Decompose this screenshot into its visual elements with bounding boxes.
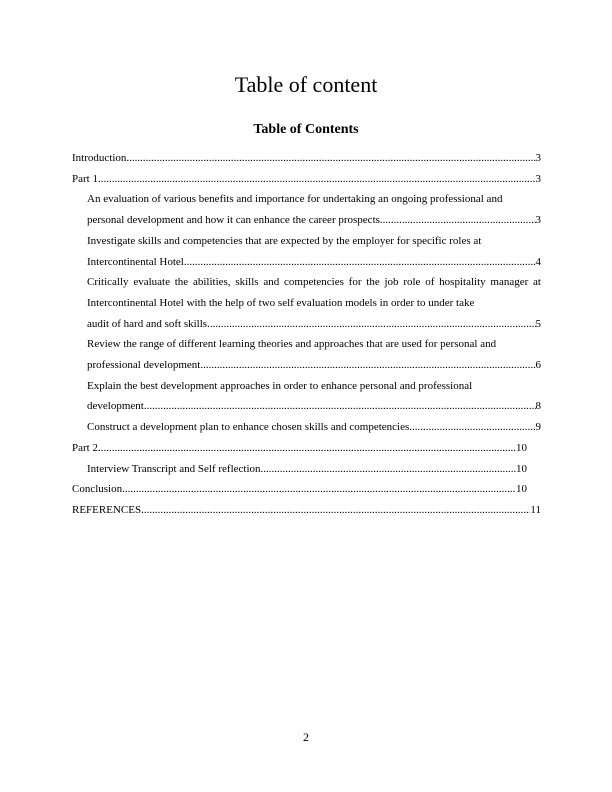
toc-entry-label-wrapped: Explain the best development approaches in order to enhance personal and professional [87, 379, 473, 392]
toc-page-number: 4 [535, 255, 541, 268]
toc-page-number: 8 [535, 400, 541, 413]
dot-leader [187, 252, 536, 273]
dot-leader [210, 314, 536, 335]
toc-page-number: 5 [535, 317, 541, 330]
toc-entry-label: Part 2 [72, 441, 98, 454]
dot-leader [98, 169, 536, 190]
toc-page-number: 9 [535, 421, 541, 434]
toc-entry-label: Introduction [72, 152, 127, 164]
toc-page-number: 6 [535, 359, 541, 372]
toc-entry-label: audit of hard and soft skills. [87, 317, 210, 330]
toc-page-number: 10 [516, 441, 527, 454]
toc-entry-label: development. [87, 400, 147, 413]
dot-leader [122, 479, 516, 500]
toc-entry-part-1[interactable] [72, 169, 541, 190]
toc-entry-label: professional development. [87, 359, 204, 372]
toc-entry-abilities-evaluation[interactable] [87, 272, 541, 334]
toc-entry-learning-theories[interactable] [87, 334, 541, 375]
toc-entry-label: Part 1 [72, 172, 98, 185]
dot-leader [203, 355, 535, 376]
toc-page-number: 3 [535, 214, 541, 227]
toc-entry-label: Intercontinental Hotel. [87, 255, 187, 268]
toc-entry-conclusion[interactable] [72, 479, 527, 500]
dot-leader [141, 500, 530, 521]
toc-entry-label: Interview Transcript and Self reflection [87, 462, 261, 475]
dot-leader [380, 210, 536, 231]
toc-heading: Table of Contents [253, 122, 359, 137]
toc-entry-development-approaches[interactable] [87, 376, 541, 417]
toc-entry-benefits-evaluation[interactable] [87, 189, 541, 230]
toc-entry-references[interactable] [72, 500, 541, 521]
dot-leader [98, 438, 516, 459]
toc-entry-label-wrapped: An evaluation of various benefits and importance for undertaking an ongoing professional and [87, 193, 503, 206]
toc-page-number: 10 [516, 483, 527, 496]
page-number: 2 [303, 730, 309, 744]
toc-entry-label-wrapped: Investigate skills and competencies that are expected by the employer for specific roles at [87, 234, 482, 247]
table-of-contents [72, 148, 541, 521]
toc-page-number: 11 [530, 503, 541, 516]
toc-page-number: 3 [535, 152, 541, 164]
toc-entry-interview-transcript[interactable] [87, 459, 527, 480]
toc-entry-label-wrapped: Critically evaluate the abilities, skills and competencies for the job role of hospitality manager at Intercontinental Hotel with the help of two self evaluation models in order to under take [87, 276, 541, 309]
toc-entry-label: Conclusion [72, 483, 123, 496]
dot-leader [261, 459, 516, 480]
page-title: Table of content [234, 72, 378, 97]
dot-leader [126, 148, 535, 169]
toc-entry-label: personal development and how it can enhance the career prospects [87, 214, 380, 227]
dot-leader [147, 396, 536, 417]
toc-page-number: 10 [516, 462, 527, 475]
toc-entry-label: REFERENCES [72, 503, 142, 516]
toc-entry-introduction[interactable] [72, 148, 541, 169]
toc-page-number: 3 [535, 172, 541, 185]
toc-entry-label-wrapped: Review the range of different learning theories and approaches that are used for personal and [87, 338, 497, 351]
toc-entry-skills-investigation[interactable] [87, 231, 541, 272]
toc-entry-part-2[interactable] [72, 438, 527, 459]
dot-leader [412, 417, 535, 438]
toc-entry-label: Construct a development plan to enhance chosen skills and competencies. [87, 421, 413, 434]
toc-entry-development-plan[interactable] [87, 417, 541, 438]
